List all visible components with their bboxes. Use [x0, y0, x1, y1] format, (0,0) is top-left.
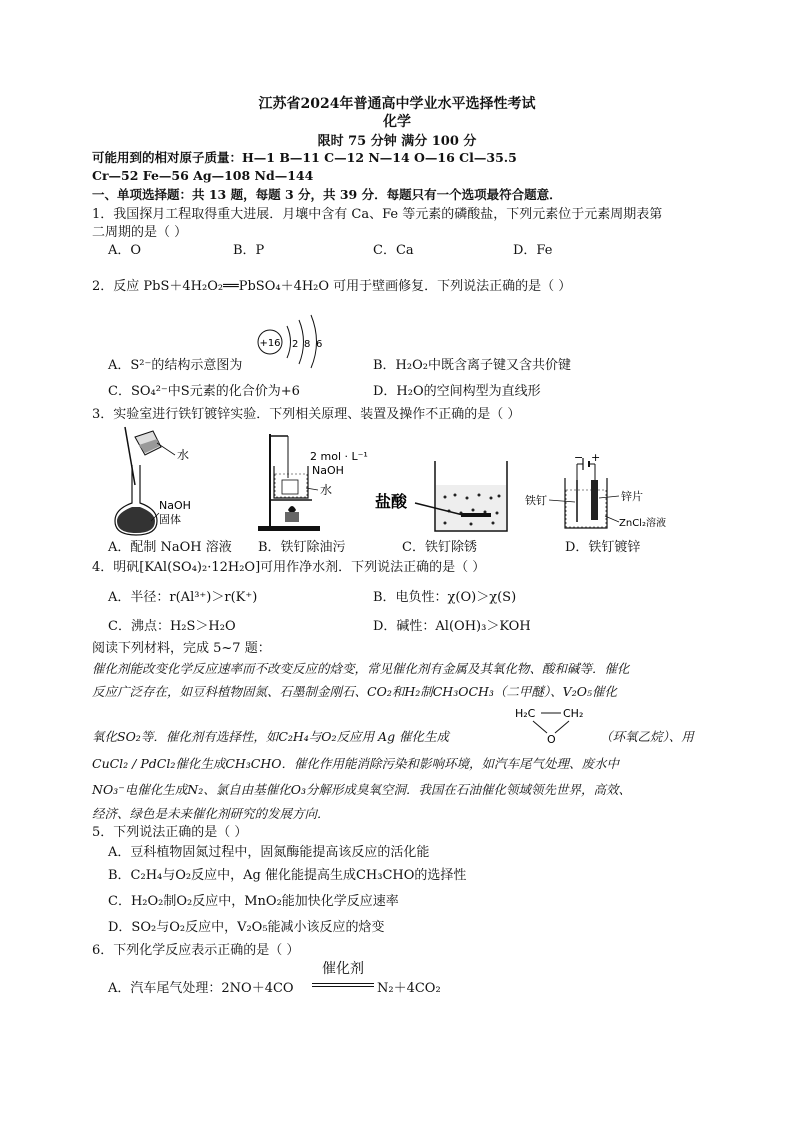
nucleus-charge-label: +16	[259, 338, 281, 349]
section-heading: 一、单项选择题：共 13 题，每题 3 分，共 39 分．每题只有一个选项最符合题意．	[92, 187, 562, 202]
fig-d-solution-label: ZnCl₂溶液	[619, 518, 666, 529]
q2-option-a: A．S²⁻的结构示意图为	[108, 358, 243, 373]
fig-a-water-label: 水	[177, 448, 190, 462]
q5-option-b: B．C₂H₄与O₂反应中，Ag 催化能提高生成CH₃CHO的选择性	[108, 868, 467, 883]
q6-option-a-products: N₂＋4CO₂	[377, 981, 441, 996]
q6-option-a-reactants: A．汽车尾气处理：2NO＋4CO	[108, 981, 294, 996]
q3-stem: 3．实验室进行铁钉镀锌实验．下列相关原理、装置及操作不正确的是（ ）	[92, 407, 521, 422]
q2-option-d: D．H₂O的空间构型为直线形	[373, 384, 541, 399]
figure-d-electroplating	[525, 450, 666, 535]
atomic-mass-line-2: Cr—52 Fe—56 Ag—108 Nd—144	[92, 168, 314, 183]
shell-1-electrons: 2	[292, 339, 299, 350]
q6-catalyst-label: 催化剂	[322, 961, 364, 977]
q3-option-a: A．配制 NaOH 溶液	[108, 540, 232, 555]
q6-stem: 6．下列化学反应表示正确的是（ ）	[92, 943, 300, 958]
q2-stem: 2．反应 PbS＋4H₂O₂══PbSO₄＋4H₂O 可用于壁画修复．下列说法正确的是（ ）	[92, 279, 572, 294]
fig-d-nail-label: 铁钉	[525, 494, 547, 507]
figure-b-heating-beaker	[250, 430, 368, 538]
q6-equals-sign	[312, 983, 374, 987]
atomic-mass-line-1: 可能用到的相对原子质量：H—1 B—11 C—12 N—14 O—16 Cl—35.5	[92, 150, 517, 165]
fig-d-plus-sign: +	[591, 451, 601, 464]
q1-option-d: D．Fe	[513, 243, 553, 258]
q5-option-c: C．H₂O₂制O₂反应中，MnO₂能加快化学反应速率	[108, 894, 399, 909]
sulfide-ion-structure-diagram	[254, 312, 330, 368]
fig-c-acid-label: 盐酸	[375, 492, 408, 511]
reading-intro: 阅读下列材料，完成 5~7 题：	[92, 641, 271, 656]
fig-b-concentration-label: 2 mol · L⁻¹	[310, 450, 368, 463]
exam-time-score: 限时 75 分钟 满分 100 分	[317, 134, 477, 149]
epoxide-left-ch2: H₂C	[515, 707, 536, 720]
epoxide-right-ch2: CH₂	[563, 707, 584, 720]
reading-line-2: 反应广泛存在，如豆科植物固氮、石墨制金刚石、CO₂和H₂制CH₃OCH₃（二甲醚）、V₂O₅催化	[92, 684, 617, 699]
q4-option-d: D．碱性：Al(OH)₃＞KOH	[373, 619, 531, 634]
q5-option-a: A．豆科植物固氮过程中，固氮酶能提高该反应的活化能	[108, 845, 430, 860]
fig-d-minus-sign: −	[574, 451, 584, 464]
reading-line-3b: （环氧乙烷）、用	[600, 729, 694, 744]
reading-line-4: CuCl₂ / PdCl₂催化生成CH₃CHO．催化作用能消除污染和影响环境，如汽车尾气处理、废水中	[92, 756, 620, 771]
shell-2-electrons: 8	[304, 339, 311, 350]
figure-a-volumetric-flask	[105, 425, 210, 537]
q5-stem: 5．下列说法正确的是（ ）	[92, 825, 248, 840]
exam-subject: 化学	[383, 114, 411, 130]
q4-stem: 4．明矾[KAl(SO₄)₂·12H₂O]可用作净水剂．下列说法正确的是（ ）	[92, 560, 486, 575]
exam-title: 江苏省2024年普通高中学业水平选择性考试	[258, 96, 536, 112]
q4-option-b: B．电负性：χ(O)＞χ(S)	[373, 590, 517, 605]
reading-line-1: 催化剂能改变化学反应速率而不改变反应的焓变，常见催化剂有金属及其氧化物、酸和碱等．催化	[92, 661, 630, 676]
fig-b-water-label: 水	[320, 483, 333, 497]
fig-d-zinc-label: 锌片	[621, 490, 643, 503]
q3-option-d: D．铁钉镀锌	[565, 540, 641, 555]
q1-option-c: C．Ca	[373, 243, 414, 258]
q3-option-b: B．铁钉除油污	[258, 540, 346, 555]
reading-line-6: 经济、绿色是未来催化剂研究的发展方向．	[92, 806, 330, 821]
fig-a-naoh-label: NaOH	[159, 499, 191, 512]
q5-option-d: D．SO₂与O₂反应中，V₂O₅能减小该反应的焓变	[108, 920, 385, 935]
q4-option-c: C．沸点：H₂S＞H₂O	[108, 619, 236, 634]
shell-3-electrons: 6	[316, 339, 323, 350]
q4-option-a: A．半径：r(Al³⁺)＞r(K⁺)	[108, 590, 258, 605]
q1-option-a: A．O	[108, 243, 142, 258]
q1-stem-line-1: 1．我国探月工程取得重大进展．月壤中含有 Ca、Fe 等元素的磷酸盐，下列元素位于元素周期表第	[92, 207, 663, 222]
epoxide-oxygen: O	[547, 733, 556, 746]
q1-stem-line-2: 二周期的是（ ）	[92, 225, 188, 240]
figure-c-acid-beaker	[375, 455, 520, 535]
q1-option-b: B．P	[233, 243, 265, 258]
q3-option-c: C．铁钉除锈	[402, 540, 477, 555]
fig-a-solid-label: 固体	[159, 513, 181, 526]
reading-line-3a: 氧化SO₂等．催化剂有选择性，如C₂H₄与O₂反应用 Ag 催化生成	[92, 729, 450, 744]
q2-option-b: B．H₂O₂中既含离子键又含共价键	[373, 358, 571, 373]
fig-b-naoh-label: NaOH	[312, 464, 344, 477]
ethylene-oxide-structure	[515, 703, 595, 747]
q2-option-c: C．SO₄²⁻中S元素的化合价为+6	[108, 384, 300, 399]
reading-line-5: NO₃⁻电催化生成N₂、氯自由基催化O₃分解形成臭氧空洞．我国在石油催化领域领先世界，高效、	[92, 782, 632, 797]
